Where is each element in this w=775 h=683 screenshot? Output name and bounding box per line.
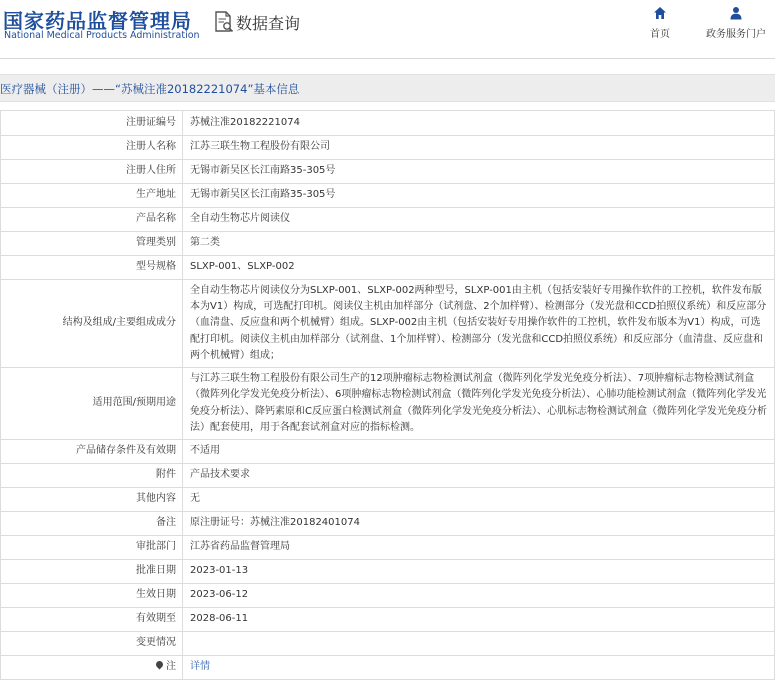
row-label: 注册人住所: [1, 160, 183, 184]
row-label: 型号规格: [1, 256, 183, 280]
breadcrumb-bar: [0, 74, 775, 102]
table-row: [1, 536, 775, 560]
info-table: [0, 110, 775, 680]
header-divider: [0, 58, 775, 59]
row-label: 审批部门: [1, 536, 183, 560]
table-row: [1, 488, 775, 512]
table-row: [1, 232, 775, 256]
table-row: [1, 440, 775, 464]
table-row: [1, 632, 775, 656]
row-value: 江苏省药品监督管理局: [183, 536, 775, 560]
row-label: 注册人名称: [1, 136, 183, 160]
nav-home[interactable]: [630, 6, 690, 40]
note-label-text: 注: [166, 661, 176, 673]
document-search-icon: [214, 11, 234, 33]
table-row: [1, 184, 775, 208]
table-row: [1, 584, 775, 608]
nav-gov-service[interactable]: [698, 6, 774, 40]
breadcrumb: 医疗器械（注册）——“苏械注准20182221074”基本信息: [0, 82, 300, 96]
row-label: 备注: [1, 512, 183, 536]
row-label: 产品名称: [1, 208, 183, 232]
pin-icon: [155, 660, 165, 670]
row-label: 管理类别: [1, 232, 183, 256]
site-logo-en[interactable]: National Medical Products Administration: [4, 30, 200, 41]
table-row: [1, 368, 775, 440]
user-icon: [729, 6, 743, 20]
table-row: [1, 160, 775, 184]
row-label: 产品储存条件及有效期: [1, 440, 183, 464]
row-label: 结构及组成/主要组成成分: [1, 280, 183, 368]
row-label: 批准日期: [1, 560, 183, 584]
row-value: SLXP-001、SLXP-002: [183, 256, 775, 280]
row-value: [183, 632, 775, 656]
row-value: 2023-01-13: [183, 560, 775, 584]
table-row: [1, 608, 775, 632]
table-row: [1, 656, 775, 680]
row-value: 2028-06-11: [183, 608, 775, 632]
table-row: [1, 560, 775, 584]
table-row: [1, 464, 775, 488]
row-value: 无: [183, 488, 775, 512]
table-row: [1, 208, 775, 232]
row-value: 苏械注准20182221074: [183, 111, 775, 136]
row-label: 生效日期: [1, 584, 183, 608]
table-row: [1, 256, 775, 280]
nav-gov-label: 政务服务门户: [706, 29, 766, 40]
details-link[interactable]: 详情: [183, 656, 775, 680]
data-query-link[interactable]: [214, 10, 300, 34]
site-logo-cn[interactable]: 国家药品监督管理局: [3, 9, 192, 33]
row-label: 变更情况: [1, 632, 183, 656]
row-value: 无锡市新吴区长江南路35-305号: [183, 184, 775, 208]
row-label: 附件: [1, 464, 183, 488]
home-icon: [653, 6, 667, 20]
row-label: 其他内容: [1, 488, 183, 512]
row-label-note: [1, 656, 183, 680]
table-row: [1, 111, 775, 136]
row-value: 第二类: [183, 232, 775, 256]
row-value: 全自动生物芯片阅读仪分为SLXP-001、SLXP-002两种型号，SLXP-001由主机（包括安装好专用操作软件的工控机，软件发布版本为V1）构成，可选配打印机。阅读仪主机由加样部分（试剂盘、2个加样臂）、检测部分（发光盘和CCD拍照仪系统）和反应部分（血清盘、反应盘和两个机械臂）组成。SLXP-002由主机（包括安装好专用操作软件的工控机，软件发布版本为V1）构成，可选配打印机。阅读仪主机由加样部分（试剂盘、1个加样臂）、检测部分（发光盘和CCD拍照仪系统）和反应部分（血清盘、反应盘和两个机械臂）组成；: [183, 280, 775, 368]
row-value: 与江苏三联生物工程股份有限公司生产的12项肿瘤标志物检测试剂盒（微阵列化学发光免疫分析法）、7项肿瘤标志物检测试剂盒（微阵列化学发光免疫分析法）、6项肿瘤标志物检测试剂盒（微阵列化学发光免疫分析法）、心肺功能检测试剂盒（微阵列化学发光免疫分析法）、降钙素原和C反应蛋白检测试剂盒（微阵列化学发光免疫分析法）、心肌标志物检测试剂盒（微阵列化学发光免疫分析法）配套使用，用于各配套试剂盒对应的指标检测。: [183, 368, 775, 440]
row-label: 生产地址: [1, 184, 183, 208]
row-value: 无锡市新吴区长江南路35-305号: [183, 160, 775, 184]
site-header: [0, 0, 775, 52]
row-value: 江苏三联生物工程股份有限公司: [183, 136, 775, 160]
row-value: 2023-06-12: [183, 584, 775, 608]
row-value: 不适用: [183, 440, 775, 464]
row-label: 注册证编号: [1, 111, 183, 136]
row-label: 适用范围/预期用途: [1, 368, 183, 440]
row-value: 产品技术要求: [183, 464, 775, 488]
table-row: [1, 280, 775, 368]
nav-home-label: 首页: [650, 29, 670, 40]
table-row: [1, 512, 775, 536]
table-row: [1, 136, 775, 160]
row-label: 有效期至: [1, 608, 183, 632]
row-value: 原注册证号：苏械注准20182401074: [183, 512, 775, 536]
data-query-title: 数据查询: [236, 13, 301, 33]
row-value: 全自动生物芯片阅读仪: [183, 208, 775, 232]
